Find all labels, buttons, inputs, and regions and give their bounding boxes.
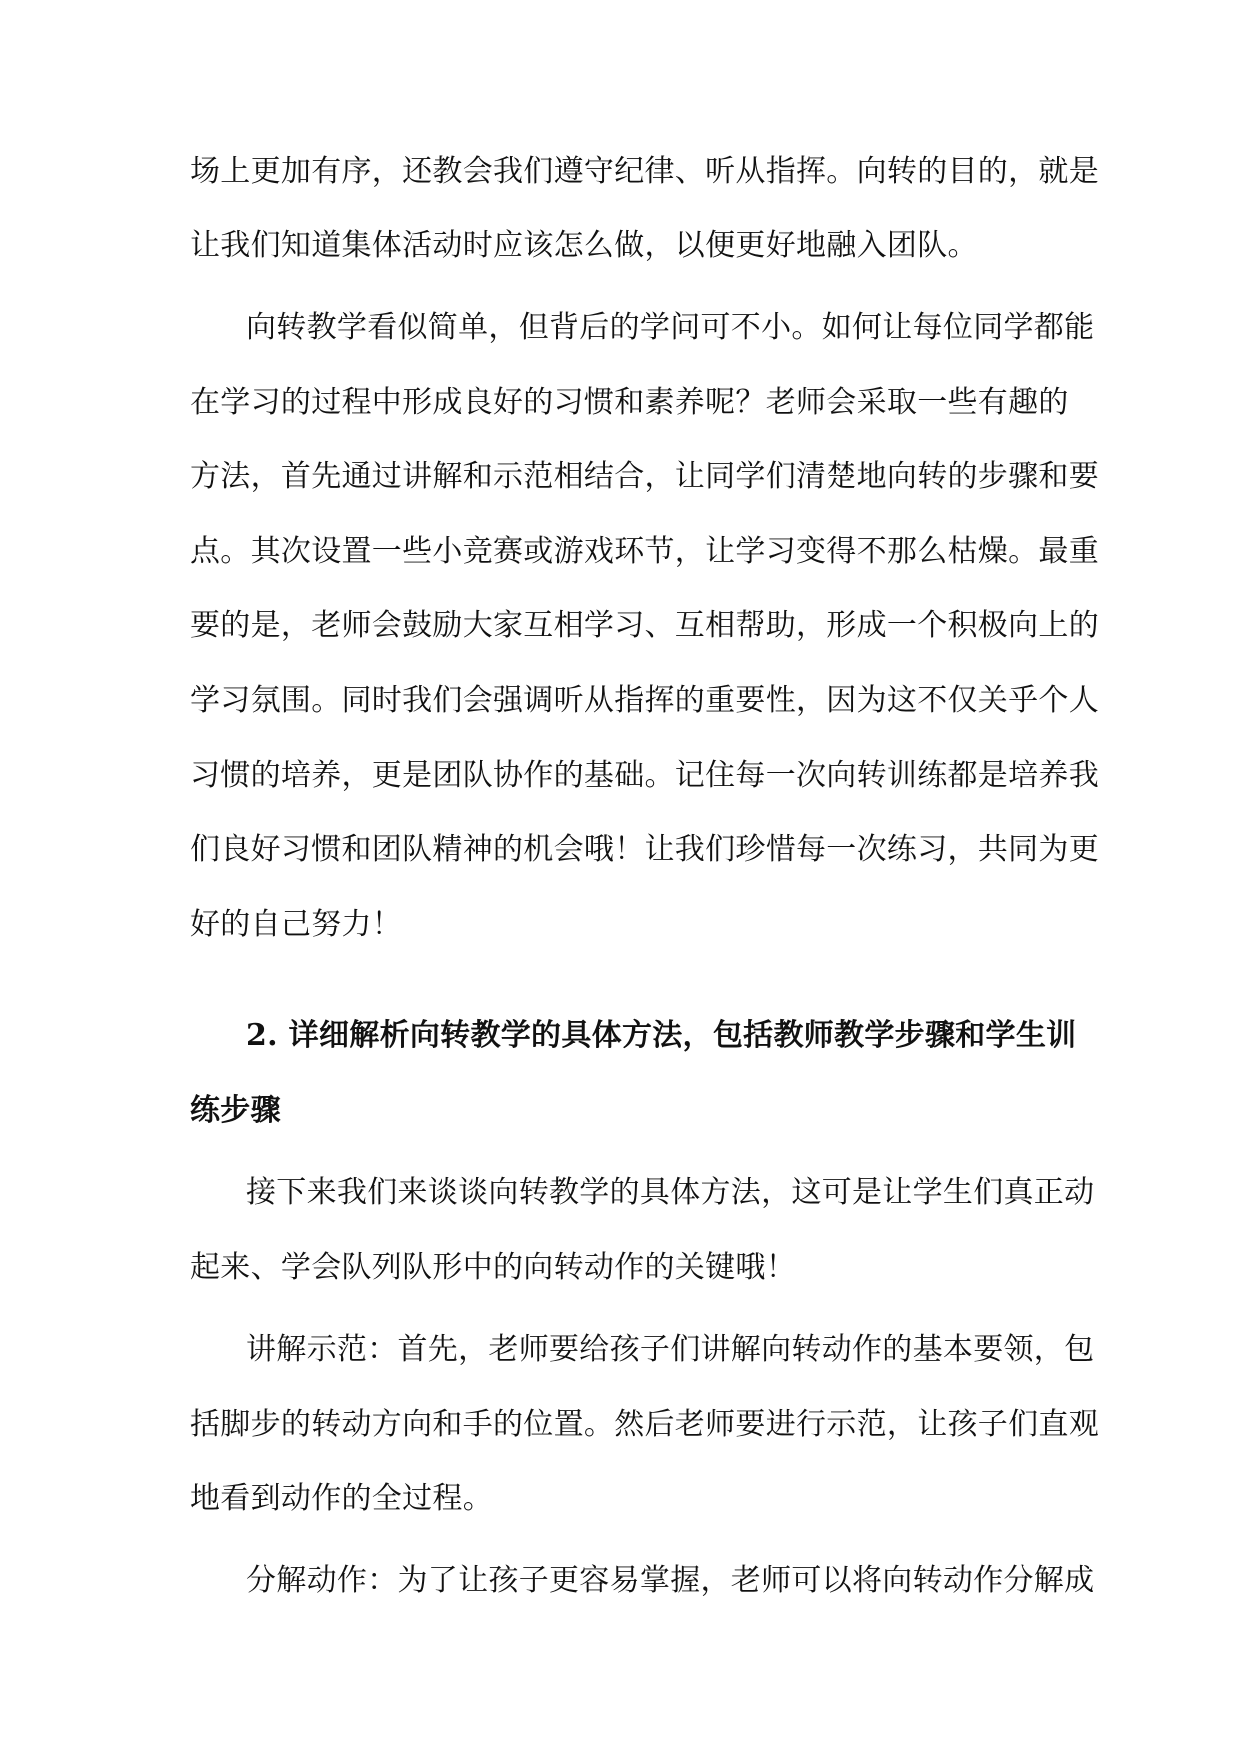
paragraph-line: 好的自己努力！ xyxy=(190,907,403,942)
paragraph-line: 括脚步的转动方向和手的位置。然后老师要进行示范，让孩子们直观 xyxy=(190,1407,1099,1442)
paragraph-line: 分解动作：为了让孩子更容易掌握，老师可以将向转动作分解成 xyxy=(246,1563,1095,1598)
paragraph-line: 接下来我们来谈谈向转教学的具体方法，这可是让学生们真正动 xyxy=(246,1175,1095,1210)
paragraph-line: 场上更加有序，还教会我们遵守纪律、听从指挥。向转的目的，就是 xyxy=(190,154,1099,189)
paragraph-line: 让我们知道集体活动时应该怎么做，以便更好地融入团队。 xyxy=(190,228,978,263)
section-heading: 2. 详细解析向转教学的具体方法，包括教师教学步骤和学生训 xyxy=(246,1018,1077,1053)
paragraph-line: 起来、学会队列队形中的向转动作的关键哦！ xyxy=(190,1250,796,1285)
paragraph-line: 在学习的过程中形成良好的习惯和素养呢？老师会采取一些有趣的 xyxy=(190,385,1069,420)
paragraph-line: 要的是，老师会鼓励大家互相学习、互相帮助，形成一个积极向上的 xyxy=(190,608,1099,643)
paragraph-line: 地看到动作的全过程。 xyxy=(190,1481,493,1516)
section-heading: 练步骤 xyxy=(190,1093,281,1128)
paragraph-line: 们良好习惯和团队精神的机会哦！让我们珍惜每一次练习，共同为更 xyxy=(190,832,1099,867)
paragraph-line: 习惯的培养，更是团队协作的基础。记住每一次向转训练都是培养我 xyxy=(190,758,1099,793)
paragraph-line: 方法，首先通过讲解和示范相结合，让同学们清楚地向转的步骤和要 xyxy=(190,459,1099,494)
paragraph-line: 讲解示范：首先，老师要给孩子们讲解向转动作的基本要领，包 xyxy=(246,1332,1095,1367)
paragraph-line: 向转教学看似简单，但背后的学问可不小。如何让每位同学都能 xyxy=(246,310,1095,345)
paragraph-line: 点。其次设置一些小竞赛或游戏环节，让学习变得不那么枯燥。最重 xyxy=(190,534,1099,569)
paragraph-line: 学习氛围。同时我们会强调听从指挥的重要性，因为这不仅关乎个人 xyxy=(190,683,1099,718)
